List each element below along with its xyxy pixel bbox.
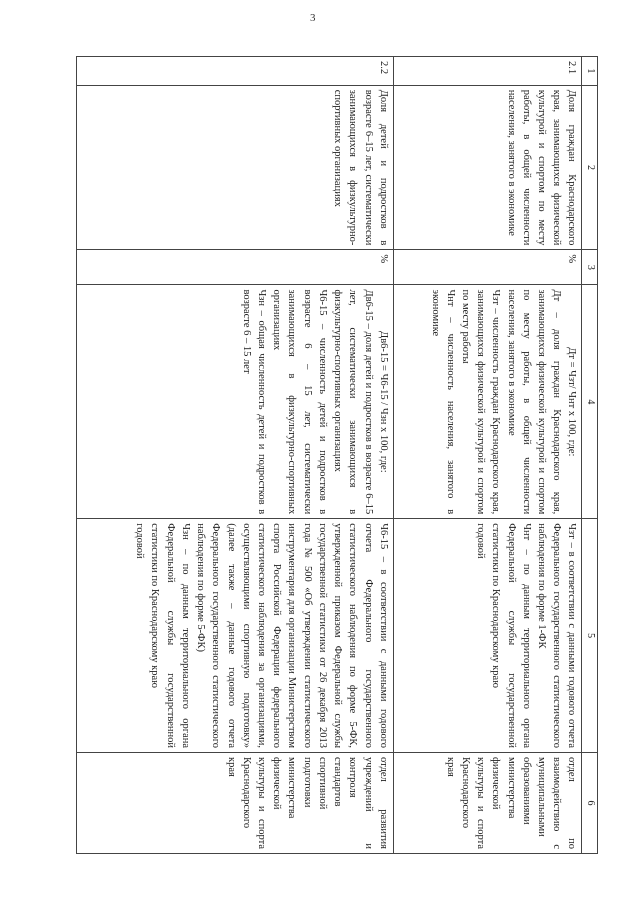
unit-cell: % [393,250,582,285]
responsible-cell: отдел по взаимодействию с муниципальными образованиями министерства физической культуры и спорта Краснодарского края [393,753,582,854]
periodicity: годовой [134,523,146,559]
definition: Чзн – общая численность детей и подростков в возрасте 6 – 15 лет [240,289,267,515]
source-cell [393,519,582,753]
definition: Чнт – численность населения, занятого в экономике [429,289,456,515]
unit-cell: % [77,250,394,285]
header-col-2: 2 [582,85,598,250]
periodicity: годовой [475,523,487,559]
source: Чнт – по данным территориального органа Федеральной службы государственной статистики по Краснодарскому краю [490,523,532,749]
definition: Ч6-15 – численность детей и подростков в возрасте 6 – 15 лет, систематически занимающихся в физкультурно-спортивных организациях [271,289,328,515]
row-number: 2.2 [77,57,394,86]
formula: Дв6-15 = Ч6-15 / Чзн x 100, где: [377,331,389,473]
formula-cell [393,285,582,519]
table-row [77,57,394,854]
definition: Чзт – численность граждан Краснодарского края, занимающихся физической культурой и спортом по месту работы [459,289,502,515]
source-cell [77,519,394,753]
rotated-table-container [76,56,598,854]
formula-cell [77,285,394,519]
source: Ч6-15 – в соответствии с данными годового отчета Федерального государственного статистического наблюдения по форме 5-ФК, утвержденной приказом Федеральной службы государственной статистики от 26 декабря 2013 года № 500 «Об утверждении статистического инструментария для организации Министерством спорта Российской Федерации федерального статистического наблюдения за организациями, осуществляющими спортивную подготовку» (далее также – данные годового отчета Федерального государственного статистического наблюдения по форме 5-ФК) [195,523,389,749]
header-col-5: 5 [582,519,598,753]
header-col-6: 6 [582,753,598,854]
header-col-1: 1 [582,57,598,86]
page-number: 3 [310,12,316,24]
indicator-name: Доля детей и подростков в возрасте 6–15 лет, систематически занимающихся в физкультурно-спортивных организациях [77,85,394,250]
source: Чзн – по данным территориального органа Федеральной службы государственной статистики по Краснодарскому краю [149,523,191,749]
header-row [582,57,598,854]
header-col-4: 4 [582,285,598,519]
definition: Дт – доля граждан Краснодарского края, занимающихся физической культурой и спортом по месту работы, в общей численности населения, занятого в экономике [505,289,563,515]
row-number: 2.1 [393,57,582,86]
header-col-3: 3 [582,250,598,285]
responsible-cell: отдел развития учреждений и контроля стандартов спортивной подготовки министерства физической культуры и спорта Краснодарского края [77,753,394,854]
formula: Дт = Чзт/ Чнт x 100, где: [566,347,578,457]
table-row [393,57,582,854]
indicator-name: Доля граждан Краснодарского края, занимающихся физической культурой и спортом по месту работы, в общей численности населения, занятого в экономике [393,85,582,250]
indicators-table [76,56,598,854]
source: Чзт – в соответствии с данными годового отчета Федерального государственного статистического наблюдения по форме 1-ФК [536,523,578,749]
definition: Дв6-15 – доля детей и подростков в возрасте 6–15 лет, систематически занимающихся в физкультурно-спортивных организациях [332,289,374,515]
